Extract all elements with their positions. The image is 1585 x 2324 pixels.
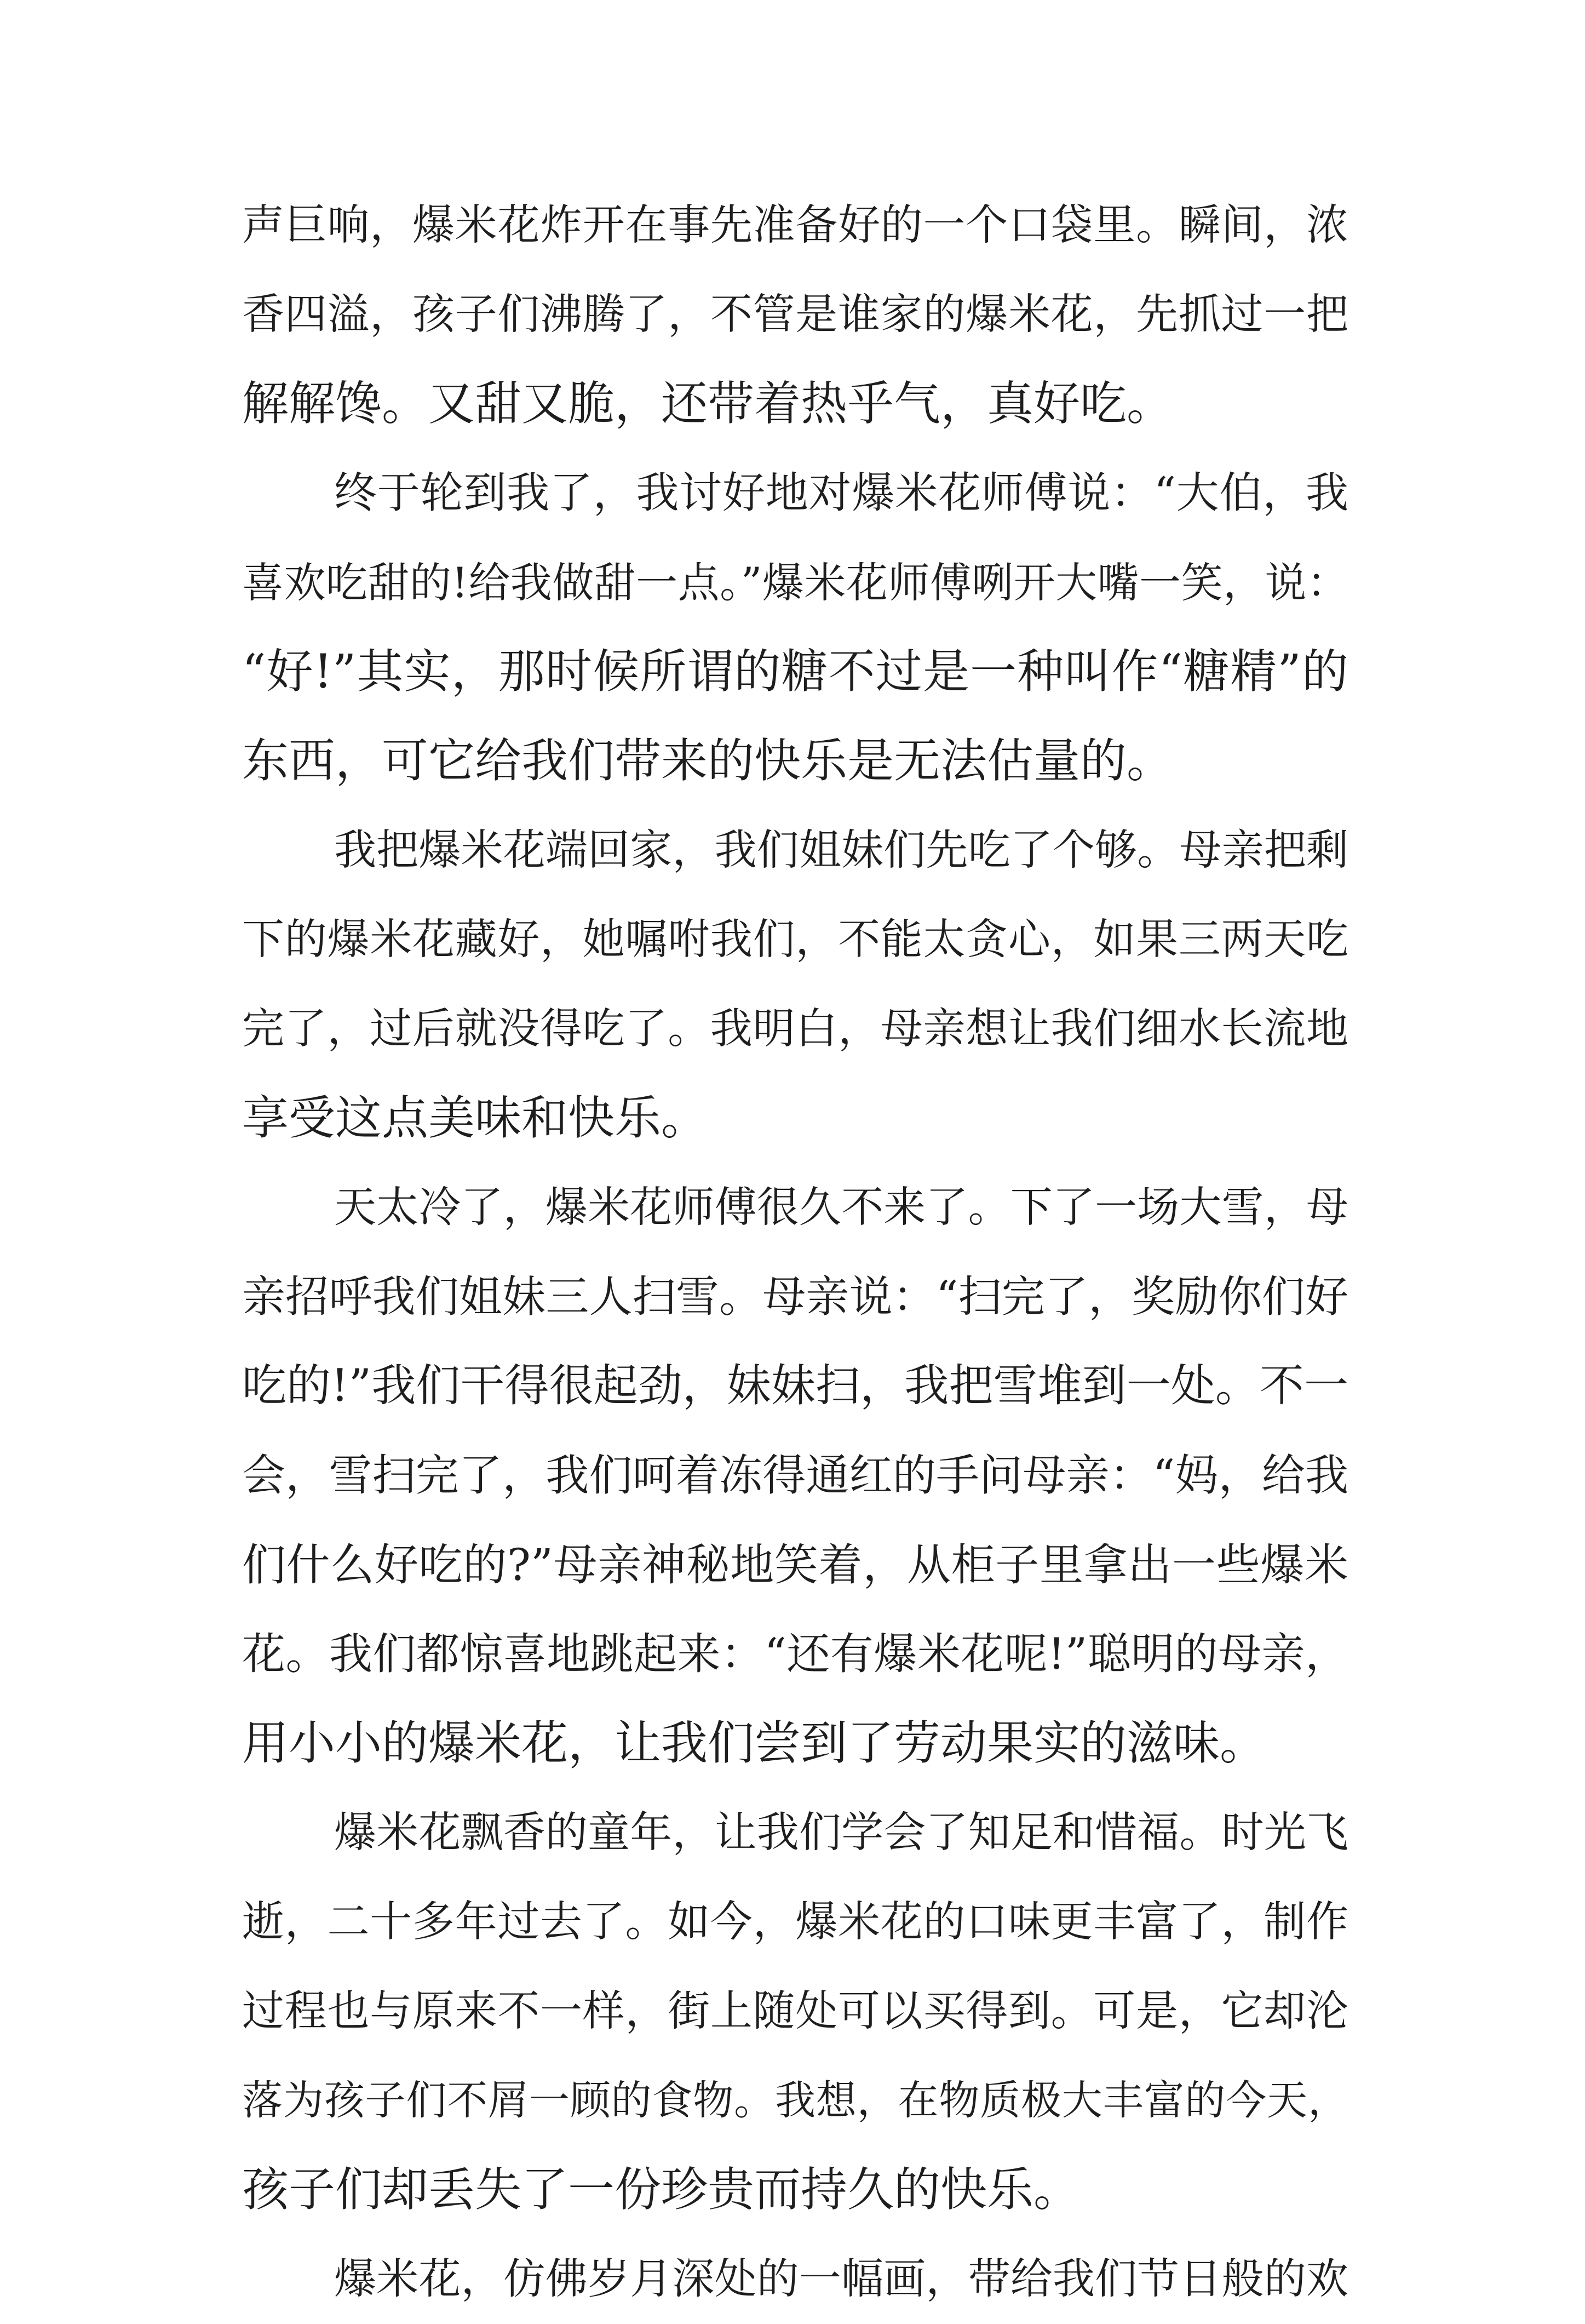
text-line: 们什么好吃的?”母亲神秘地笑着，从柜子里拿出一些爆米: [242, 1539, 1348, 1590]
paragraph-first-line: 爆米花飘香的童年，让我们学会了知足和惜福。时光飞: [334, 1808, 1348, 1857]
text-line: 香四溢，孩子们沸腾了，不管是谁家的爆米花，先抓过一把: [242, 290, 1348, 339]
text-line: 东西，可它给我们带来的快乐是无法估量的。: [242, 734, 1174, 788]
text-line: “好!”其实，那时候所谓的糖不过是一种叫作“糖精”的: [242, 645, 1348, 699]
text-line: 亲招呼我们姐妹三人扫雪。母亲说：“扫完了，奖励你们好: [242, 1272, 1348, 1322]
paragraph-first-line: 天太冷了，爆米花师傅很久不来了。下了一场大雪，母: [334, 1183, 1348, 1232]
text-line: 完了，过后就没得吃了。我明白，母亲想让我们细水长流地: [242, 1005, 1348, 1054]
text-line: 喜欢吃甜的!给我做甜一点。”爆米花师傅咧开大嘴一笑，说：: [242, 558, 1348, 607]
text-line: 孩子们却丢失了一份珍贵而持久的快乐。: [242, 2163, 1081, 2217]
text-line: 过程也与原来不一样，街上随处可以买得到。可是，它却沦: [242, 1987, 1348, 2036]
paragraph-first-line: 终于轮到我了，我讨好地对爆米花师傅说：“大伯，我: [334, 468, 1348, 518]
text-line: 落为孩子们不屑一顾的食物。我想，在物质极大丰富的今天，: [242, 2077, 1348, 2124]
paragraph-first-line: 我把爆米花端回家，我们姐妹们先吃了个够。母亲把剩: [334, 826, 1348, 875]
text-line: 吃的!”我们干得很起劲，妹妹扫，我把雪堆到一处。不一: [242, 1360, 1348, 1412]
text-line: 解解馋。又甜又脆，还带着热乎气，真好吃。: [242, 377, 1174, 431]
text-line: 享受这点美味和快乐。: [242, 1091, 708, 1146]
text-line: 会，雪扫完了，我们呵着冻得通红的手问母亲：“妈，给我: [242, 1450, 1348, 1501]
text-line: 逝，二十多年过去了。如今，爆米花的口味更丰富了，制作: [242, 1898, 1348, 1947]
paragraph-first-line: 爆米花，仿佛岁月深处的一幅画，带给我们节日般的欢: [334, 2255, 1348, 2304]
text-line: 声巨响，爆米花炸开在事先准备好的一个口袋里。瞬间，浓: [242, 201, 1348, 250]
text-line: 下的爆米花藏好，她嘱咐我们，不能太贪心，如果三两天吃: [242, 915, 1348, 964]
text-line: 用小小的爆米花，让我们尝到了劳动果实的滋味。: [242, 1716, 1267, 1771]
body-text: [242, 181, 1348, 2324]
text-line: 花。我们都惊喜地跳起来：“还有爆米花呢!”聪明的母亲，: [242, 1629, 1348, 1679]
